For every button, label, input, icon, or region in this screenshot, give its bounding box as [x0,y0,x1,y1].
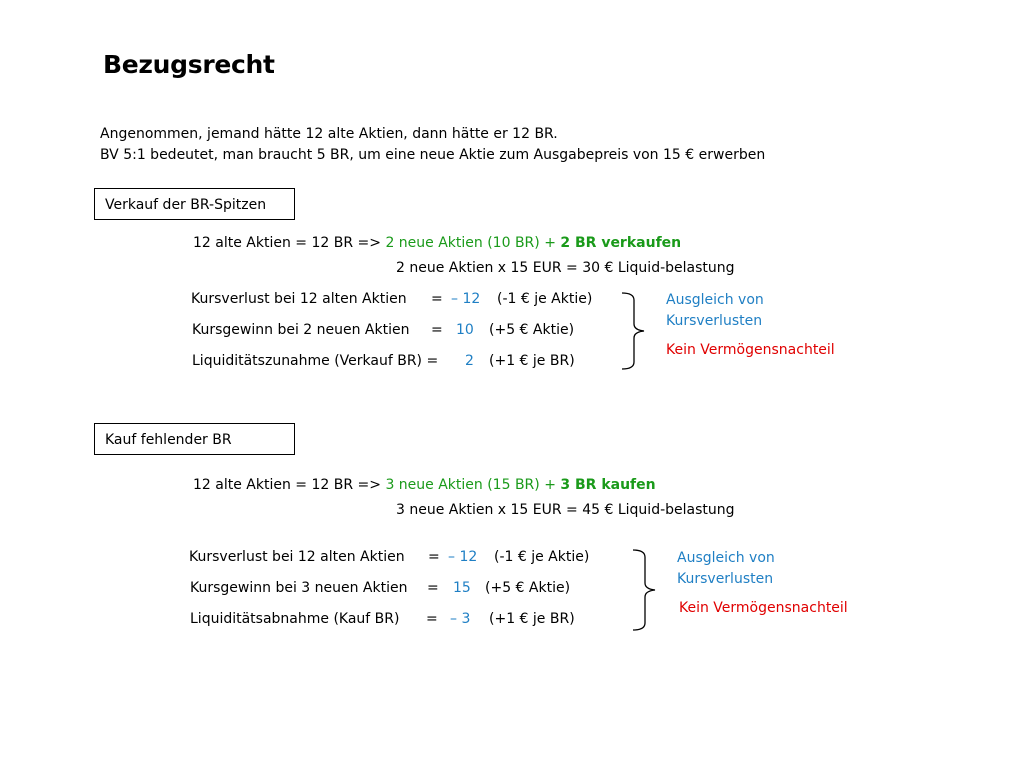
section1-result-blue-2: Kursverlusten [666,313,763,329]
section1-row-value: – 12 [451,291,481,307]
right-brace-icon [631,547,661,633]
section2-eq-bold: 3 BR kaufen [560,477,656,493]
section2-row-value: 15 [453,580,471,596]
section2-cost-line: 3 neue Aktien x 15 EUR = 45 € Liquid-belastung [396,502,735,518]
section1-box-label: Verkauf der BR-Spitzen [105,197,267,213]
section2-box-label: Kauf fehlender BR [105,432,232,448]
section2-row-value: – 3 [450,611,471,627]
section2-row-note: (+5 € Aktie) [485,580,571,596]
section2-result-blue-2: Kursverlusten [677,571,774,587]
page-title: Bezugsrecht [103,50,275,79]
section1-row-value: 2 [465,353,474,369]
section2-row-eq: = [427,580,439,596]
section1-row-value: 10 [456,322,474,338]
intro-line-1: Angenommen, jemand hätte 12 alte Aktien, dann hätte er 12 BR. [100,126,558,142]
section2-result-blue-1: Ausgleich von [677,550,775,566]
section2-eq-green: 3 neue Aktien (15 BR) + [385,477,556,493]
section2-equation [193,477,656,493]
section1-row-eq: = [431,291,443,307]
intro-line-2: BV 5:1 bedeutet, man braucht 5 BR, um eine neue Aktie zum Ausgabepreis von 15 € erwerben [100,147,766,163]
section1-eq-green: 2 neue Aktien (10 BR) + [385,235,556,251]
section2-row-note: (-1 € je Aktie) [494,549,590,565]
section1-row-label: Kursgewinn bei 2 neuen Aktien [192,322,410,338]
section1-result-red: Kein Vermögensnachteil [666,342,835,358]
section1-row-note: (+5 € Aktie) [489,322,575,338]
section1-result-blue-1: Ausgleich von [666,292,764,308]
section1-row-note: (+1 € je BR) [489,353,575,369]
section1-cost-line: 2 neue Aktien x 15 EUR = 30 € Liquid-belastung [396,260,735,276]
section1-eq-bold: 2 BR verkaufen [560,235,682,251]
section1-row-note: (-1 € je Aktie) [497,291,593,307]
section1-row-eq: = [431,322,443,338]
section2-row-label: Kursgewinn bei 3 neuen Aktien [190,580,408,596]
section2-row-note: (+1 € je BR) [489,611,575,627]
section1-eq-prefix: 12 alte Aktien = 12 BR => [193,235,381,251]
section1-row-label: Kursverlust bei 12 alten Aktien [191,291,407,307]
section2-row-value: – 12 [448,549,478,565]
section2-result-red: Kein Vermögensnachteil [679,600,848,616]
section2-row-label: Kursverlust bei 12 alten Aktien [189,549,405,565]
right-brace-icon [620,290,650,372]
section2-box [94,423,295,455]
section2-row-eq: = [426,611,438,627]
section1-equation [193,235,681,251]
section1-row-label: Liquiditätszunahme (Verkauf BR) = [192,353,439,369]
section2-row-eq: = [428,549,440,565]
section2-row-label: Liquiditätsabnahme (Kauf BR) [190,611,400,627]
section1-box [94,188,295,220]
section2-eq-prefix: 12 alte Aktien = 12 BR => [193,477,381,493]
